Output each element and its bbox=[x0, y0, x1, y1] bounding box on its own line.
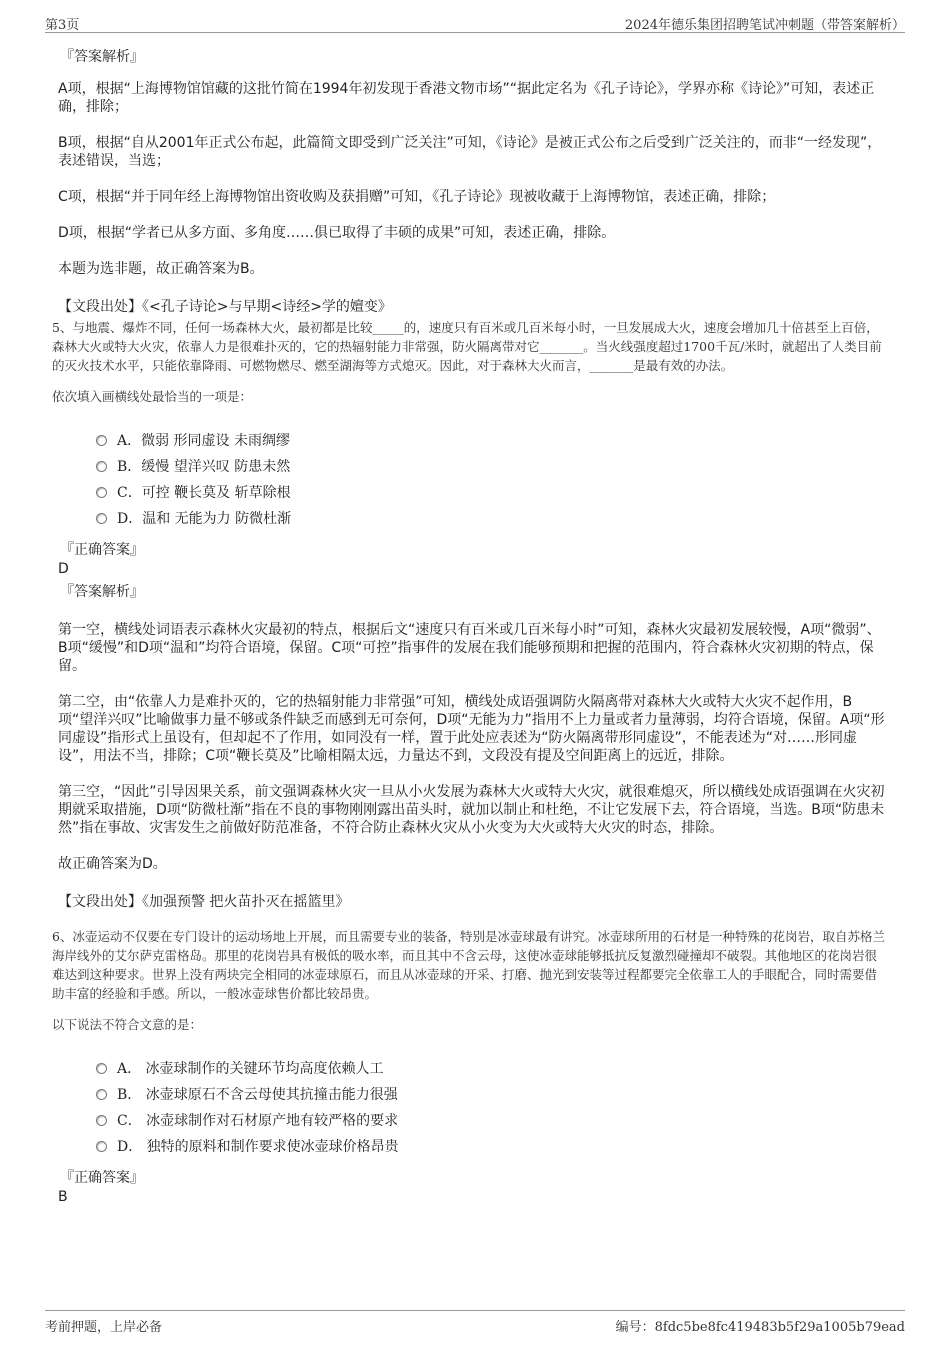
option-d[interactable] bbox=[96, 505, 886, 531]
analysis-paragraph: A项，根据“上海博物馆馆藏的这批竹简在1994年初发现于香港文物市场”“据此定名为《孔子诗论》，学界亦称《诗论》”可知，表述正确，排除； bbox=[58, 81, 875, 115]
document-id: 编号：8fdc5be8fc419483b5f29a1005b79ead bbox=[615, 1320, 905, 1335]
question-5 bbox=[52, 318, 886, 911]
question-prompt: 依次填入画横线处最恰当的一项是： bbox=[52, 389, 253, 404]
option-d[interactable] bbox=[96, 1133, 886, 1159]
option-c[interactable] bbox=[96, 1107, 886, 1133]
analysis-paragraph: C项，根据“并于同年经上海博物馆出资收购及获捐赠”可知，《孔子诗论》现被收藏于上海博物馆，表述正确，排除； bbox=[58, 189, 776, 205]
option-label: B． 冰壶球原石不含云母使其抗撞击能力很强 bbox=[117, 1087, 398, 1103]
option-label: A．微弱 形同虚设 未雨绸缪 bbox=[117, 433, 291, 449]
option-a[interactable] bbox=[96, 1055, 886, 1081]
question-6 bbox=[52, 927, 886, 1205]
question-prompt: 以下说法不符合文意的是： bbox=[52, 1017, 203, 1032]
correct-answer: B bbox=[58, 1189, 68, 1205]
option-b[interactable] bbox=[96, 453, 886, 479]
analysis-block-q5 bbox=[56, 621, 886, 873]
option-label: B．缓慢 望洋兴叹 防患未然 bbox=[117, 459, 291, 475]
question-text: 5、与地震、爆炸不同，任何一场森林大火，最初都是比较_____的，速度只有百米或几百米每小时，一旦发展成大火，速度会增加几十倍甚至上百倍，森林大火或特大火灾，依靠人力是很难扑灭的，它的热辐射能力非常强，防火隔离带对它_______。当火线强度超过1700千瓦/米时，就超出了人类目前的灭火技术水平，只能依靠降雨、可燃物燃尽、燃至湖海等方式熄灭。因此，对于森林大火而言，_______是最有效的办法。 bbox=[52, 320, 882, 373]
option-label: D． 独特的原料和制作要求使冰壶球价格昂贵 bbox=[117, 1139, 399, 1155]
option-c[interactable] bbox=[96, 479, 886, 505]
document-title: 2024年德乐集团招聘笔试冲刺题（带答案解析） bbox=[624, 18, 905, 33]
page-number: 第3页 bbox=[45, 18, 80, 33]
radio-button[interactable] bbox=[96, 435, 107, 446]
correct-answer-heading: 『正确答案』 bbox=[60, 542, 144, 558]
option-a[interactable] bbox=[96, 427, 886, 453]
analysis-block-q4 bbox=[56, 80, 886, 278]
radio-button[interactable] bbox=[96, 1115, 107, 1126]
page-content bbox=[52, 38, 886, 1215]
analysis-heading: 『答案解析』 bbox=[60, 584, 144, 600]
radio-button[interactable] bbox=[96, 1141, 107, 1152]
analysis-conclusion: 故正确答案为D。 bbox=[58, 856, 167, 872]
radio-button[interactable] bbox=[96, 1063, 107, 1074]
correct-answer-heading: 『正确答案』 bbox=[60, 1170, 144, 1186]
option-label: C． 冰壶球制作对石材原产地有较严格的要求 bbox=[117, 1113, 399, 1129]
source-citation: 【文段出处】《<孔子诗论>与早期<诗经>学的嬗变》 bbox=[58, 299, 392, 315]
analysis-paragraph: 第一空，横线处词语表示森林火灾最初的特点，根据后文“速度只有百米或几百米每小时”可知，森林火灾最初发展较慢，A项“微弱”、B项“缓慢”和D项“温和”均符合语境，保留。C项“可控”指事件的发展在我们能够预期和把握的范围内，符合森林火灾初期的特点，保留。 bbox=[58, 622, 881, 674]
radio-button[interactable] bbox=[96, 487, 107, 498]
option-label: C．可控 鞭长莫及 斩草除根 bbox=[117, 485, 291, 501]
source-citation: 【文段出处】《加强预警 把火苗扑灭在摇篮里》 bbox=[58, 894, 350, 910]
analysis-paragraph: B项，根据“自从2001年正式公布起，此篇简文即受到广泛关注”可知，《诗论》是被正式公布之后受到广泛关注的，而非“一经发现”，表述错误，当选； bbox=[58, 135, 882, 169]
option-b[interactable] bbox=[96, 1081, 886, 1107]
correct-answer: D bbox=[58, 561, 69, 577]
question-text: 6、冰壶运动不仅要在专门设计的运动场地上开展，而且需要专业的装备，特别是冰壶球最有讲究。冰壶球所用的石材是一种特殊的花岗岩，取自苏格兰海岸线外的艾尔萨克雷格岛。那里的花岗岩具有极低的吸水率，而且其中不含云母，这使冰壶球能够抵抗反复激烈碰撞却不破裂。其他地区的花岗岩很难达到这种要求。世界上没有两块完全相同的冰壶球原石，而且从冰壶球的开采、打磨、抛光到安装等过程都要完全依靠工人的手眼配合，同时需要借助丰富的经验和手感。所以，一般冰壶球售价都比较昂贵。 bbox=[52, 929, 885, 1001]
analysis-paragraph: D项，根据“学者已从多方面、多角度……俱已取得了丰硕的成果”可知，表述正确，排除。 bbox=[58, 225, 616, 241]
analysis-paragraph: 第三空，“因此”引导因果关系，前文强调森林火灾一旦从小火发展为森林大火或特大火灾，就很难熄灭，所以横线处成语强调在火灾初期就采取措施，D项“防微杜渐”指在不良的事物刚刚露出苗头时，就加以制止和杜绝，不让它发展下去，符合语境，当选。B项“防患未然”指在事故、灾害发生之前做好防范准备，不符合防止森林火灾从小火变为大火或特大火灾的时态，排除。 bbox=[58, 784, 885, 836]
page-header bbox=[45, 10, 905, 33]
option-list bbox=[96, 1055, 886, 1159]
analysis-paragraph: 第二空，由“依靠人力是难扑灭的，它的热辐射能力非常强”可知，横线处成语强调防火隔离带对森林大火或特大火灾不起作用，B项“望洋兴叹”比喻做事力量不够或条件缺乏而感到无可奈何，D项“无能为力”指用不上力量或者力量薄弱，均符合语境，保留。A项“形同虚设”指形式上虽设有，但却起不了作用，如同没有一样，置于此处应表述为“防火隔离带形同虚设”，不能表述为“对……形同虚设”，用法不当，排除；C项“鞭长莫及”比喻相隔太远，力量达不到，文段没有提及空间距离上的远近，排除。 bbox=[58, 694, 885, 764]
option-list bbox=[96, 427, 886, 531]
radio-button[interactable] bbox=[96, 513, 107, 524]
analysis-conclusion: 本题为选非题，故正确答案为B。 bbox=[58, 261, 264, 277]
footer-slogan: 考前押题，上岸必备 bbox=[45, 1320, 163, 1335]
analysis-heading: 『答案解析』 bbox=[60, 49, 144, 65]
radio-button[interactable] bbox=[96, 461, 107, 472]
radio-button[interactable] bbox=[96, 1089, 107, 1100]
option-label: A． 冰壶球制作的关键环节均高度依赖人工 bbox=[117, 1061, 384, 1077]
option-label: D．温和 无能为力 防微杜渐 bbox=[117, 511, 292, 527]
page-footer bbox=[45, 1310, 905, 1339]
